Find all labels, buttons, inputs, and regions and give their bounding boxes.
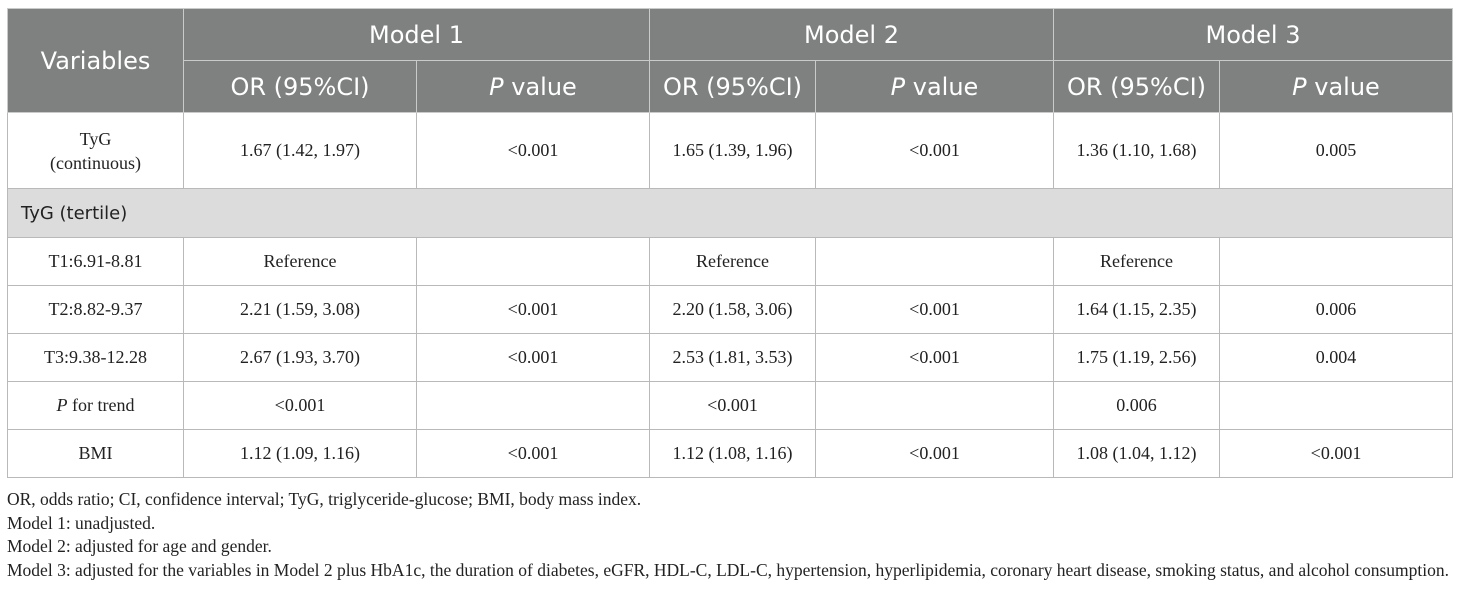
row-label: [8, 382, 184, 430]
header-p-model-3: [1220, 61, 1453, 113]
table-cell: 2.21 (1.59, 3.08): [184, 286, 417, 334]
header-row-stats: [8, 61, 1453, 113]
row-label: T1:6.91-8.81: [8, 238, 184, 286]
table-cell: 1.08 (1.04, 1.12): [1054, 430, 1220, 478]
table-cell: 0.006: [1054, 382, 1220, 430]
results-table: [7, 8, 1453, 478]
table-cell: Reference: [1054, 238, 1220, 286]
table-cell: <0.001: [816, 334, 1054, 382]
footnote-abbreviations: OR, odds ratio; CI, confidence interval; TyG, triglyceride-glucose; BMI, body mass index.: [7, 489, 642, 509]
table-cell: [1220, 238, 1453, 286]
p-value-text: value: [1306, 72, 1380, 101]
table-row-t3: [8, 334, 1453, 382]
p-italic: P: [489, 72, 504, 101]
header-or-model-1: OR (95%CI): [184, 61, 417, 113]
footnote-model-2: Model 2: adjusted for age and gender.: [7, 536, 272, 556]
header-or-model-3: OR (95%CI): [1054, 61, 1220, 113]
table-cell: <0.001: [417, 113, 650, 189]
table-cell: <0.001: [417, 334, 650, 382]
table-cell: 2.20 (1.58, 3.06): [650, 286, 816, 334]
table-cell: [816, 382, 1054, 430]
footnote-model-3: Model 3: adjusted for the variables in Model 2 plus HbA1c, the duration of diabetes, eGFR, HDL-C, LDL-C, hypertension, hyperlipidemia, coronary heart disease, smoking status, and alcohol consumption.: [7, 559, 1449, 580]
footnote-model-1: Model 1: unadjusted.: [7, 512, 156, 533]
row-label: [8, 113, 184, 189]
table-cell: [417, 238, 650, 286]
header-model-3: Model 3: [1054, 9, 1453, 61]
table-cell: <0.001: [184, 382, 417, 430]
table-row-tyg-continuous: [8, 113, 1453, 189]
p-italic: P: [56, 395, 68, 415]
table-cell: 2.53 (1.81, 3.53): [650, 334, 816, 382]
table-cell: <0.001: [816, 113, 1054, 189]
table-cell: 0.004: [1220, 334, 1453, 382]
table-cell: 1.75 (1.19, 2.56): [1054, 334, 1220, 382]
table-cell: 1.64 (1.15, 2.35): [1054, 286, 1220, 334]
table-cell: 0.006: [1220, 286, 1453, 334]
row-label-rest: for trend: [67, 395, 135, 415]
table-cell: [417, 382, 650, 430]
table-cell: <0.001: [816, 430, 1054, 478]
row-label-line-2: (continuous): [50, 152, 141, 173]
header-model-2: Model 2: [650, 9, 1054, 61]
table-body: [8, 113, 1453, 478]
table-cell: 1.65 (1.39, 1.96): [650, 113, 816, 189]
header-p-model-1: [417, 61, 650, 113]
table-row-t2: [8, 286, 1453, 334]
table-cell: 2.67 (1.93, 3.70): [184, 334, 417, 382]
row-label: T3:9.38-12.28: [8, 334, 184, 382]
table-cell: [1220, 382, 1453, 430]
header-model-1: Model 1: [184, 9, 650, 61]
table-cell: 1.36 (1.10, 1.68): [1054, 113, 1220, 189]
table-cell: [816, 238, 1054, 286]
row-label: BMI: [8, 430, 184, 478]
p-value-text: value: [905, 72, 979, 101]
header-row-models: [8, 9, 1453, 61]
p-italic: P: [1292, 72, 1307, 101]
table-footnotes: [7, 488, 1452, 582]
table-row-p-for-trend: [8, 382, 1453, 430]
table-cell: 0.005: [1220, 113, 1453, 189]
table-row-t1: [8, 238, 1453, 286]
table-cell: 1.67 (1.42, 1.97): [184, 113, 417, 189]
row-label: T2:8.82-9.37: [8, 286, 184, 334]
table-cell: <0.001: [417, 430, 650, 478]
header-p-model-2: [816, 61, 1054, 113]
table-section-row: [8, 189, 1453, 238]
table-cell: <0.001: [417, 286, 650, 334]
table-cell: <0.001: [1220, 430, 1453, 478]
table-cell: Reference: [650, 238, 816, 286]
table-cell: <0.001: [816, 286, 1054, 334]
table-row-bmi: [8, 430, 1453, 478]
table-header: [8, 9, 1453, 113]
section-label: TyG (tertile): [8, 189, 1453, 238]
header-variables: Variables: [8, 9, 184, 113]
table-cell: <0.001: [650, 382, 816, 430]
row-label-line-1: TyG: [79, 128, 112, 149]
table-cell: 1.12 (1.09, 1.16): [184, 430, 417, 478]
table-cell: Reference: [184, 238, 417, 286]
table-cell: 1.12 (1.08, 1.16): [650, 430, 816, 478]
p-value-text: value: [503, 72, 577, 101]
header-or-model-2: OR (95%CI): [650, 61, 816, 113]
p-italic: P: [890, 72, 906, 101]
